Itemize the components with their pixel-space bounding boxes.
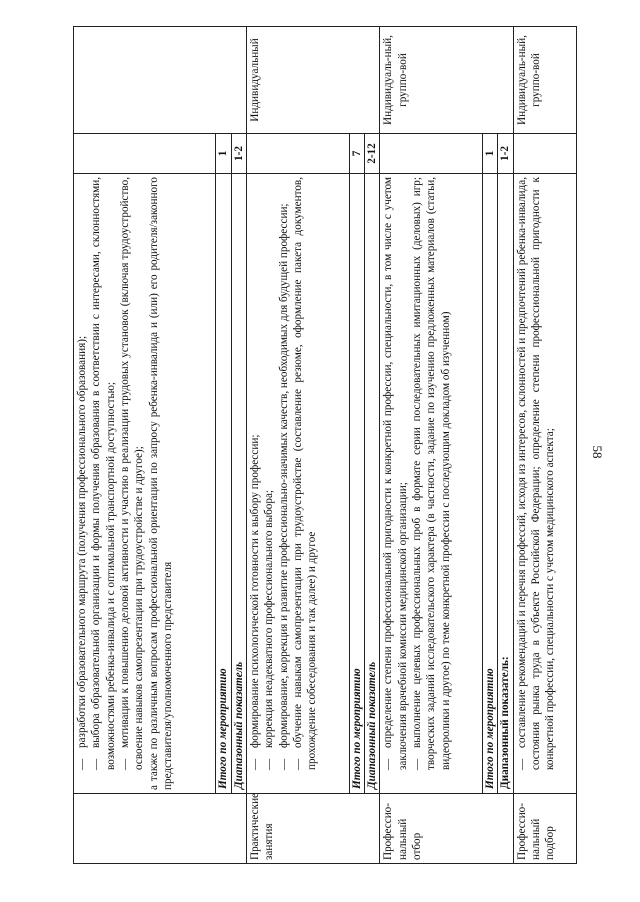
section-items (74, 174, 216, 794)
range-label: Диапазонный показатель (231, 174, 246, 794)
count-cell (380, 134, 483, 174)
section-name: Профессио-нальный отбор (380, 794, 513, 864)
range-row (364, 27, 379, 864)
rotated-page (73, 27, 577, 864)
range-row (498, 27, 513, 864)
range-value: 2-12 (364, 134, 379, 174)
list-item: —формирование психологической готовности к выбору профессии; (248, 434, 261, 770)
total-value: 1 (216, 134, 231, 174)
total-label: Итого по мероприятию (216, 174, 231, 794)
list-item: —коррекция неадекватного профессионального выбора; (263, 489, 276, 770)
range-value: 1-2 (231, 134, 246, 174)
list-item: —определение степени профессиональной пригодности к конкретной профессии, специальности, в том числе с учетом заключения врачебной комиссии медицинской организации; (382, 177, 409, 770)
program-table (73, 26, 577, 864)
form-cell: Индивидуаль-ный, группо-вой (513, 27, 576, 134)
total-label: Итого по мероприятию (483, 174, 498, 794)
list-item: а также по различным вопросам профессиональной ориентации по запросу ребенка-инвалида и (или) его родителя/законного представителя/уполномоченного представителя (147, 177, 174, 790)
form-cell (74, 27, 247, 134)
section-row (513, 27, 576, 864)
section-items (246, 174, 349, 794)
list-item: —обучение навыкам самопрезентации при трудоустройстве (составление резюме, оформление пакета документов, прохождение собеседования и так далее) и другое (291, 177, 319, 770)
form-cell: Индивидуаль-ный, группо-вой (380, 27, 513, 134)
form-cell: Индивидуальный (246, 27, 379, 134)
count-cell (513, 134, 576, 174)
range-value: 1-2 (498, 134, 513, 174)
count-cell (74, 134, 216, 174)
section-items (513, 174, 576, 794)
section-row (380, 27, 483, 864)
total-row (349, 27, 364, 864)
section-name: Практические занятия (246, 794, 379, 864)
section-name: Профессио-нальный подбор (513, 794, 576, 864)
total-value: 7 (349, 134, 364, 174)
list-item: —формирование, коррекция и развитие профессионально-значимых качеств, необходимых для будущей профессии; (277, 203, 290, 770)
total-row (483, 27, 498, 864)
page-number: 58 (590, 445, 605, 459)
range-label: Диапазонный показатель: (498, 174, 513, 794)
list-item: —разработки образовательного маршрута (получения профессионального образования); (76, 335, 88, 770)
list-item: —выбора образовательной организации и формы получения образования в соответствии с интересами, склонностями, возможностями ребенка-инвалида и с оптимальной транспортной доступностью; (90, 177, 117, 770)
section-row (74, 27, 216, 864)
total-value: 1 (483, 134, 498, 174)
section-name (74, 794, 247, 864)
range-label: Диапазонный показатель (364, 174, 379, 794)
section-row (246, 27, 349, 864)
count-cell (246, 134, 349, 174)
total-label: Итого по мероприятию (349, 174, 364, 794)
section-items (380, 174, 483, 794)
total-row (216, 27, 231, 864)
list-item: —составление рекомендаций и перечня профессий, исходя из интересов, склонностей и предпочтений ребенка-инвалида, состояния рынка труда в субъекте Российской Федерации; определение степени профессиональной пригодности к конкретной профессии, специальности с учетом медицинского аспекта; (515, 177, 557, 770)
list-item: —мотивации к повышению деловой активности и участию в реализации трудовых установок (включая трудоустройство, освоение навыков самопрезентации при трудоустройстве и другое); (118, 177, 146, 770)
list-item: —выполнение целевых профессиональных проб в формате серии последовательных имитационных (деловых) игр; творческих заданий исследовательского характера (в частности, задание по изучению предложенных материалов (статьи, видеоролики и другое) по теме конкретной профессии с последующим докладом об изученном) (410, 177, 452, 770)
range-row (231, 27, 246, 864)
